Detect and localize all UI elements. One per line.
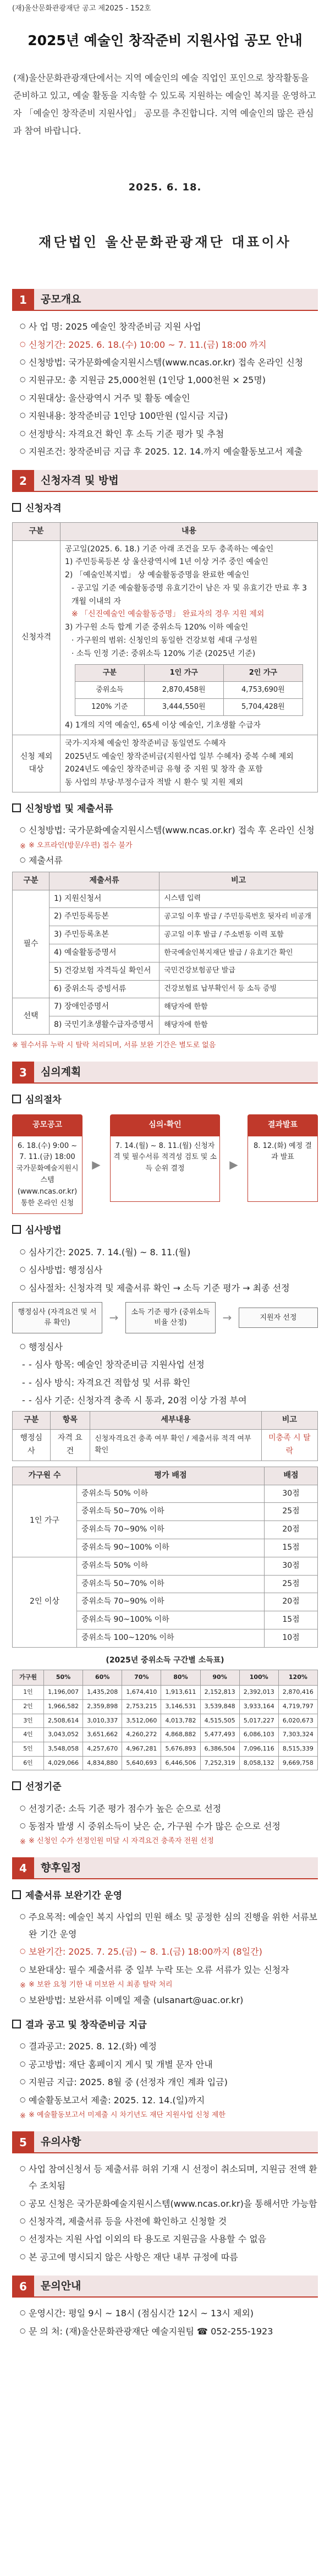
checkbox-icon <box>12 803 21 812</box>
table-header: 가구원 <box>13 1670 44 1686</box>
list-item: ○ 동점자 발생 시 중위소득이 낮은 순, 가구원 수가 많은 순으로 선정 <box>20 1818 318 1835</box>
table-row <box>13 1686 318 1700</box>
table-header: 100% <box>239 1670 278 1686</box>
list-item: ○ 보완대상: 필수 제출서류 중 일부 누락 또는 오류 서류가 있는 신청자 <box>20 1962 318 1978</box>
table-cell: 7,303,324 <box>278 1728 317 1742</box>
section-number: 2 <box>12 470 34 492</box>
table-cell: 4,967,281 <box>122 1742 161 1756</box>
list-item: ○ 지원규모: 총 지원금 25,000천원 (1인당 1,000천원 × 25명) <box>20 372 318 389</box>
table-cell: 2인 <box>13 1699 44 1714</box>
table-cell: 5,640,693 <box>122 1756 161 1770</box>
list-item: ○ 심사절차: 신청자격 및 제출서류 확인 → 소득 기준 평가 → 최종 선정 <box>20 1280 318 1297</box>
subsection-title: 신청자격 <box>12 500 318 517</box>
table-row <box>13 1742 318 1756</box>
list-item: ○ 선정방식: 자격요건 확인 후 소득 기준 평가 및 추첨 <box>20 426 318 442</box>
section-6-header <box>12 2276 318 2298</box>
page-title: 2025년 예술인 창작준비 지원사업 공모 안내 <box>28 32 302 48</box>
section-5-header <box>12 2131 318 2153</box>
table-cell: 6,386,504 <box>200 1742 239 1756</box>
caution-list <box>12 2161 318 2266</box>
arrow-right-icon: ▶ <box>92 1157 101 1171</box>
table-header-row <box>13 1670 318 1686</box>
list-item: - - 심사 항목: 예술인 창작준비금 지원사업 선정 <box>20 1357 318 1373</box>
table-cell: 7,096,116 <box>239 1742 278 1756</box>
selection-list <box>12 1801 318 1848</box>
table-cell: 1,196,007 <box>44 1686 83 1700</box>
table-cell: 선택 <box>13 998 50 1035</box>
list-item: ※ ※ 오프라인(방문/우편) 접수 불가 <box>20 840 318 852</box>
table-cell: 6,086,103 <box>239 1728 278 1742</box>
list-item: ○ 사업 참여신청서 등 제출서류 허위 기재 시 선정이 취소되며, 지원금 전액 환수 조치됨 <box>20 2161 318 2195</box>
flow-step: 심의·확인 7. 14.(월) ~ 8. 11.(월) 신청자격 및 필수서류 적격성 검토 및 소득 순위 결정 <box>110 1114 220 1214</box>
table-cell: 5,477,493 <box>200 1728 239 1742</box>
income-table: 구분 1인 가구 2인 가구 중위소득 2,870,458원 4,753,690원 120% 기준 3,444,550원 5,704,428원 <box>75 664 303 716</box>
list-item: ○ 신청방법: 국가문화예술지원시스템(www.ncas.or.kr) 접속 후 온라인 신청 <box>20 822 318 839</box>
table-cell: 2,152,813 <box>200 1686 239 1700</box>
arrow-right-icon: → <box>222 1311 232 1325</box>
flow-step: 공모공고 6. 18.(수) 9:00 ~ 7. 11.(금) 18:00 국가문화예술지원시스템(www.ncas.or.kr) 통한 온라인 신청 <box>12 1114 82 1214</box>
section-title: 향후일정 <box>34 1857 318 1879</box>
table-cell: 6,020,673 <box>278 1714 317 1728</box>
table-cell: 3,512,060 <box>122 1714 161 1728</box>
table-header: 80% <box>161 1670 200 1686</box>
subsection-title: 결과 공고 및 창작준비금 지급 <box>12 2016 318 2034</box>
table-header: 구분 <box>13 522 61 540</box>
list-item: ○ 결과공고: 2025. 8. 12.(화) 예정 <box>20 2038 318 2055</box>
list-item: ○ 지원조건: 창작준비금 지급 후 2025. 12. 14.까지 예술활동보고서 제출 <box>20 444 318 460</box>
list-item: ○ 선정기준: 소득 기준 평가 점수가 높은 순으로 선정 <box>20 1801 318 1817</box>
list-item: ○ 신청기간: 2025. 6. 18.(수) 10:00 ~ 7. 11.(금) 18:00 까지 <box>20 337 318 353</box>
list-item: ○ 선정자는 지원 사업 이외의 타 용도로 지원금을 사용할 수 없음 <box>20 2231 318 2247</box>
list-item: - - 심사 기준: 신청자격 충족 시 통과, 20점 이상 가점 부여 <box>20 1392 318 1409</box>
table-cell: 1,966,582 <box>44 1699 83 1714</box>
section-4-header <box>12 1857 318 1879</box>
table-cell: 4,868,882 <box>161 1728 200 1742</box>
list-item: ○ 심사기간: 2025. 7. 14.(월) ~ 8. 11.(월) <box>20 1244 318 1261</box>
section-2-header <box>12 470 318 492</box>
evaluation-list <box>12 1339 318 1409</box>
table-cell: 국가·지자체 예술인 창작준비금 동일연도 수혜자 2025년도 예술인 창작준비금(지원사업 일부 수혜자) 중복 수혜 제외 2024년도 예술인 창작준비금 유형 중 지원 및 창작 출 포함 동 사업의 부당·부정수급자 적발 시 환수 및 지원 제외 <box>61 735 318 792</box>
documents-table: 구분 제출서류 비고 필수 1) 지원신청서 시스템 입력 2) 주민등록등본 공고일 이후 발급 / 주민등록번호 뒷자리 비공개 3) 주민등록초본 공고일 이후 발급 / 주소변동 이력 포함 4) 예술활동증명서 한국예술인복지재단 발급 / 유효기간 확인 5) 건강보험 자격득실 확인서 국민건강보험공단 발급 6) 중위소득 증빙서류 건강보험료 납부확인서 등 소득 증빙 선택 7) 장애인증명서 해당자에 한함 8) 국민기초생활수급자증명서 해당자에 한함 <box>12 872 318 1035</box>
section-number: 3 <box>12 1062 34 1084</box>
section-number: 5 <box>12 2131 34 2153</box>
table-cell: 8,058,132 <box>239 1756 278 1770</box>
list-item: ○ 공고방법: 재단 홈페이지 게시 및 개별 문자 안내 <box>20 2057 318 2073</box>
table-cell: 8,515,339 <box>278 1742 317 1756</box>
table-cell: 9,669,758 <box>278 1756 317 1770</box>
table-cell: 4,719,797 <box>278 1699 317 1714</box>
list-item: ○ 운영시간: 평일 9시 ~ 18시 (점심시간 12시 ~ 13시 제외) <box>20 2305 318 2322</box>
table-row <box>13 1714 318 1728</box>
section-title: 공모개요 <box>34 289 318 311</box>
eligibility-table <box>12 522 318 792</box>
median-table-caption: (2025년 중위소득 구간별 소득표) <box>106 1655 224 1665</box>
list-item: ※ ※ 신청인 수가 선정인원 미달 시 자격요건 충족자 전원 선정 <box>20 1836 318 1847</box>
subsection-title: 제출서류 보완기간 운영 <box>12 1887 318 1905</box>
section-title: 문의안내 <box>34 2276 318 2298</box>
section-number: 1 <box>12 289 34 311</box>
table-cell: 2,753,215 <box>122 1699 161 1714</box>
subsection-title: 선정기준 <box>12 1778 318 1796</box>
section-title: 심의계획 <box>34 1062 318 1084</box>
checkbox-icon <box>12 2020 21 2028</box>
table-cell: 4,029,066 <box>44 1756 83 1770</box>
list-item: ○ 본 공고에 명시되지 않은 사항은 재단 내부 규정에 따름 <box>20 2249 318 2266</box>
table-cell: 신청자격 <box>13 540 61 735</box>
list-item: - - 심사 방식: 자격요건 적합성 및 서류 확인 <box>20 1375 318 1391</box>
step-box: 행정심사 (자격요건 및 서류 확인) <box>12 1302 102 1333</box>
contact-list <box>12 2305 318 2340</box>
table-cell: 7,252,319 <box>200 1756 239 1770</box>
section-3-header <box>12 1062 318 1084</box>
list-item: ○ 행정심사 <box>20 1339 318 1355</box>
table-cell: 4,515,505 <box>200 1714 239 1728</box>
step-box: 지원자 선정 <box>239 1308 318 1328</box>
checkbox-icon <box>12 1095 21 1103</box>
table-cell: 1,913,611 <box>161 1686 200 1700</box>
table-cell: 1,435,208 <box>83 1686 122 1700</box>
table-cell: 3,548,058 <box>44 1742 83 1756</box>
table-header: 50% <box>44 1670 83 1686</box>
method-list <box>12 822 318 869</box>
notice-number: (재)울산문화관광재단 공고 제2025 - 152호 <box>12 4 151 13</box>
list-item: ○ 사 업 명: 2025 예술인 창작준비금 지원 사업 <box>20 319 318 335</box>
table-cell: 5인 <box>13 1742 44 1756</box>
documents-note: ※ 필수서류 누락 시 탈락 처리되며, 서류 보완 기간은 별도로 없음 <box>12 1041 216 1049</box>
review-steps <box>12 1302 318 1333</box>
table-header: 내용 <box>61 522 318 540</box>
overview-list <box>12 319 318 460</box>
table-cell: 2,392,013 <box>239 1686 278 1700</box>
arrow-right-icon: ▶ <box>229 1157 238 1171</box>
section-title: 신청자격 및 방법 <box>34 470 318 492</box>
table-cell: 2,870,416 <box>278 1686 317 1700</box>
organization-name: 재단법인 울산문화관광재단 대표이사 <box>38 234 292 250</box>
list-item: ○ 지원금 지급: 2025. 8월 중 (선정자 개인 계좌 입금) <box>20 2074 318 2091</box>
section-1-header <box>12 289 318 311</box>
table-cell: 3,933,164 <box>239 1699 278 1714</box>
table-cell: 5,017,227 <box>239 1714 278 1728</box>
result-list <box>12 2038 318 2121</box>
table-row <box>13 1699 318 1714</box>
table-cell: 1,674,410 <box>122 1686 161 1700</box>
arrow-right-icon: → <box>109 1311 119 1325</box>
table-header: 90% <box>200 1670 239 1686</box>
table-cell: 6,446,506 <box>161 1756 200 1770</box>
table-cell: 3,043,052 <box>44 1728 83 1742</box>
table-cell: 신청 제외 대상 <box>13 735 61 792</box>
supplement-list <box>12 1909 318 2009</box>
table-cell: 4,013,782 <box>161 1714 200 1728</box>
list-item: ○ 예술활동보고서 제출: 2025. 12. 14.(일)까지 <box>20 2092 318 2109</box>
median-income-table <box>12 1670 318 1770</box>
flow-step: 결과발표 8. 12.(화) 예정 결과 발표 <box>248 1114 318 1214</box>
list-item: ※ ※ 보완 요청 기한 내 미보완 시 최종 탈락 처리 <box>20 1979 318 1991</box>
list-item: ○ 지원내용: 창작준비금 1인당 100만원 (일시금 지급) <box>20 408 318 424</box>
checkbox-icon <box>12 1890 21 1899</box>
table-cell: 3,651,662 <box>83 1728 122 1742</box>
review-flow <box>12 1114 318 1214</box>
table-header: 120% <box>278 1670 317 1686</box>
list-item: ○ 신청방법: 국가문화예술지원시스템(www.ncas.or.kr) 접속 온라인 신청 <box>20 354 318 371</box>
table-cell: 필수 <box>13 890 50 998</box>
table-row <box>13 1756 318 1770</box>
table-cell: 4인 <box>13 1728 44 1742</box>
table-cell: 4,260,272 <box>122 1728 161 1742</box>
list-item: ○ 문 의 처: (재)울산문화관광재단 예술지원팀 ☎ 052-255-1923 <box>20 2323 318 2340</box>
table-cell: 2,359,898 <box>83 1699 122 1714</box>
notice-date: 2025. 6. 18. <box>128 181 202 193</box>
list-item: ○ 보완방법: 보완서류 이메일 제출 (ulsanart@uac.or.kr) <box>20 1992 318 2009</box>
step-box: 소득 기준 평가 (중위소득 비율 산정) <box>125 1302 216 1333</box>
intro-paragraph: (재)울산문화관광재단에서는 지역 예술인의 예술 직업인 포인으로 창작활동을 준비하고 있고, 예술 활동을 지속할 수 있도록 지원하는 예술인 복지를 운영하고자 「예술인 창작준비 지원사업」 공모를 추진합니다. 지역 예술인의 많은 관심과 참여 바랍니다. <box>13 72 316 136</box>
table-cell: 5,676,893 <box>161 1742 200 1756</box>
list-item: ○ 지원대상: 울산광역시 거주 및 활동 예술인 <box>20 390 318 407</box>
section-number: 6 <box>12 2276 34 2298</box>
table-cell: 3,146,531 <box>161 1699 200 1714</box>
table-cell: 3,539,848 <box>200 1699 239 1714</box>
table-cell: 3인 <box>13 1714 44 1728</box>
subsection-title: 심의절차 <box>12 1091 318 1109</box>
list-item: ※ ※ 예술활동보고서 미제출 시 차기년도 재단 지원사업 신청 제한 <box>20 2110 318 2121</box>
checkbox-icon <box>12 503 21 512</box>
list-item: ○ 신청자격, 제출서류 등을 사전에 확인하고 신청할 것 <box>20 2213 318 2230</box>
table-cell: 3,010,337 <box>83 1714 122 1728</box>
table-header: 60% <box>83 1670 122 1686</box>
table-cell: 4,834,880 <box>83 1756 122 1770</box>
checkbox-icon <box>12 1781 21 1790</box>
table-cell: 4,257,670 <box>83 1742 122 1756</box>
review-method-list <box>12 1244 318 1297</box>
list-item: ○ 주요목적: 예술인 복지 사업의 민원 해소 및 공정한 심의 진행을 위한 서류보완 기간 운영 <box>20 1909 318 1943</box>
table-cell: 1인 <box>13 1686 44 1700</box>
table-row <box>13 1728 318 1742</box>
list-item: ○ 심사방법: 행정심사 <box>20 1262 318 1278</box>
subsection-title: 심사방법 <box>12 1222 318 1239</box>
checkbox-icon <box>12 1225 21 1234</box>
list-item: ○ 보완기간: 2025. 7. 25.(금) ~ 8. 1.(금) 18:00까지 (8일간) <box>20 1944 318 1960</box>
section-title: 유의사항 <box>34 2131 318 2153</box>
evaluation-table: 구분 항목 세부내용 비고 행정심사 자격 요건 신청자격요건 충족 여부 확인 / 제출서류 적격 여부 확인 미충족 시 탈락 <box>12 1411 318 1461</box>
list-item: ○ 제출서류 <box>20 852 318 869</box>
table-header: 70% <box>122 1670 161 1686</box>
subsection-title: 신청방법 및 제출서류 <box>12 800 318 818</box>
list-item: ○ 공모 신청은 국가문화예술지원시스템(www.ncas.or.kr)을 통해서만 가능함 <box>20 2196 318 2212</box>
score-table: 가구원 수 평가 배점 배점 1인 가구 중위소득 50% 이하 30점 중위소득 50~70% 이하 25점 중위소득 70~90% 이하 20점 중위소득 90~100% 이하 15점 2인 이상 중위소득 50% 이하 30점 중위소득 50~70% 이하 25점 중위소득 70~90% 이하 20점 중위소득 90~100% 이하 15점 중위소득 100~120% 이하 10점 <box>12 1467 318 1648</box>
section-number: 4 <box>12 1857 34 1879</box>
table-cell: 6인 <box>13 1756 44 1770</box>
table-cell: 공고일(2025. 6. 18.) 기준 아래 조건을 모두 충족하는 예술인 1) 주민등록등본 상 울산광역시에 1년 이상 거주 중인 예술인 2) 「예술인복지법」 상 예술활동증명을 완료한 예술인 - 공고일 기준 예술활동증명 유효기간이 남은 자 및 유효기간 만료 후 3개월 이내의 자 ※ 「신진예술인 예술활동증명」 완료자의 경우 지원 제외 3) 가구원 소득 합계 기준 중위소득 120% 이하 예술인 · 가구원의 범위: 신청인의 동일한 건강보험 세대 구성원 · 소득 인정 기준: 중위소득 120% 기준 (2025년 기준) 구분 1인 가구 2인 가구 중위소득 2,870,458원 4,753,690원 120% 기준 3,444,550원 5,704,428원 4) 1개의 지역 예술인, 65세 이상 예술인, 기초생활 수급자 <box>61 540 318 735</box>
table-cell: 2,508,614 <box>44 1714 83 1728</box>
